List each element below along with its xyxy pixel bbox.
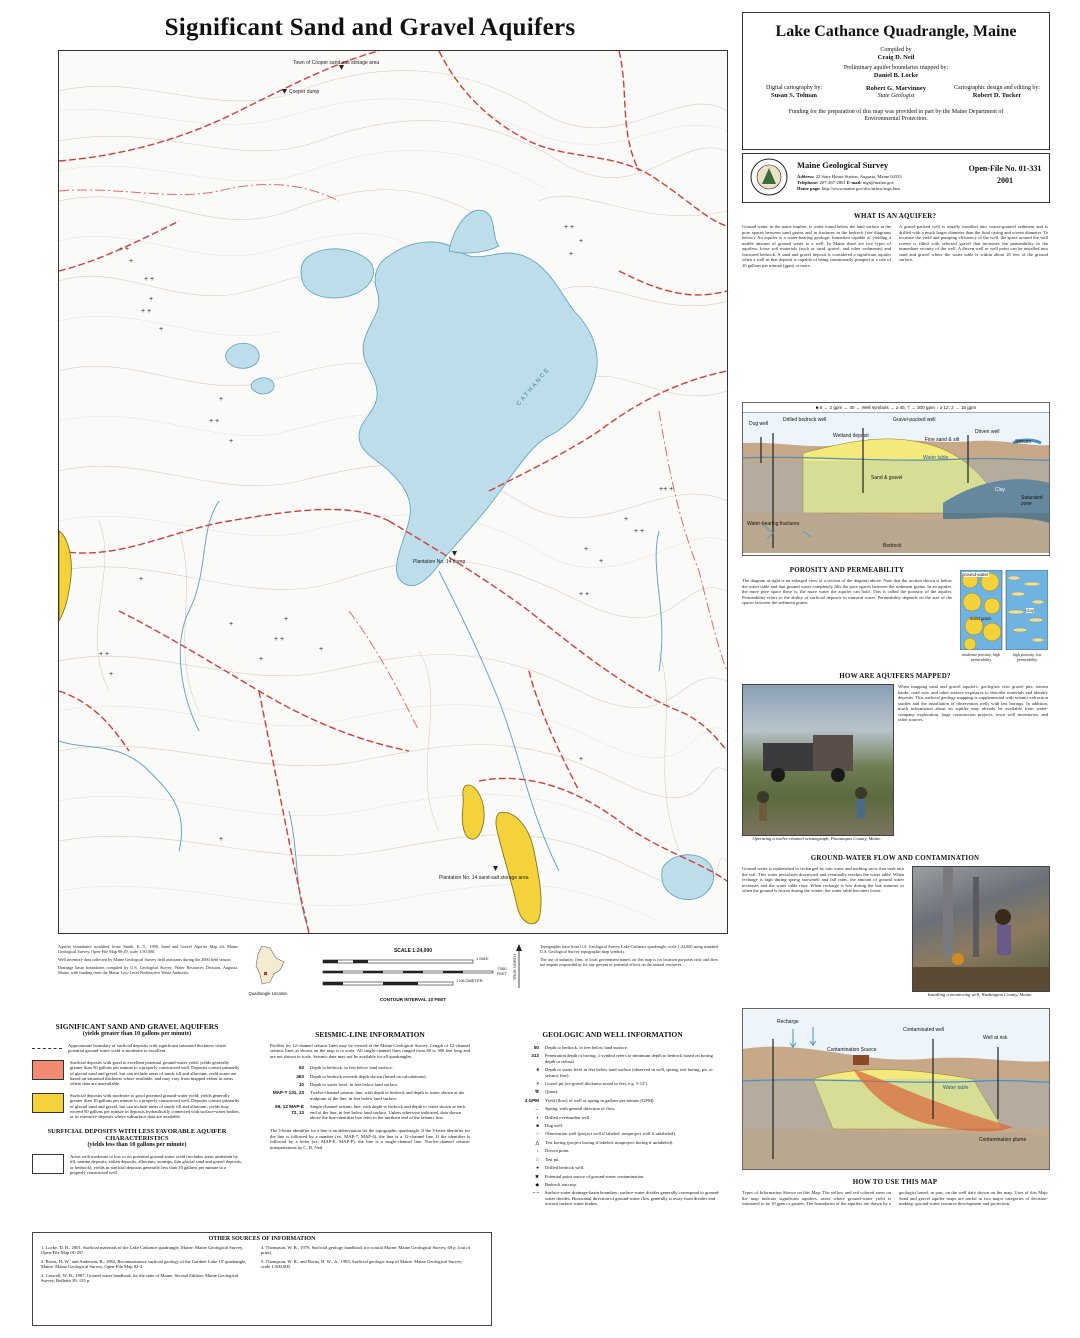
svg-text:+ +: + + bbox=[141, 308, 152, 315]
svg-text:++ +: ++ + bbox=[659, 486, 674, 493]
scale-block bbox=[318, 948, 508, 1002]
contact-info bbox=[797, 174, 902, 192]
section-title-flow: GROUND-WATER FLOW AND CONTAMINATION bbox=[810, 854, 980, 862]
plantation-storage-label: Plantation No. 14 sand-salt storage area bbox=[439, 875, 529, 881]
topographic-map[interactable] bbox=[58, 50, 728, 934]
geologic-row bbox=[505, 1140, 720, 1145]
state-geologist-name: Robert G. Marvinney bbox=[865, 85, 927, 92]
svg-text:+ +: + + bbox=[634, 528, 645, 535]
references bbox=[33, 1242, 491, 1286]
upper-pond bbox=[301, 249, 374, 298]
scale-feet-label: 7000 FEET bbox=[496, 966, 508, 976]
reference: 3. Caswell, W. B., 1987, Ground water handbook for the state of Maine, Second Edition: Maine Geological Survey, Bulletin 39, 135 p. bbox=[41, 1272, 239, 1284]
geologic-row bbox=[505, 1089, 720, 1094]
svg-text:+: + bbox=[584, 546, 589, 553]
scale-km-label: 1 KILOMETER bbox=[456, 978, 483, 983]
digital-name: Susan S. Tolman bbox=[770, 92, 818, 99]
seismic-row bbox=[270, 1090, 470, 1101]
other-sources-title: OTHER SOURCES OF INFORMATION bbox=[208, 1236, 316, 1242]
boundary-line-swatch bbox=[32, 1043, 62, 1054]
grain-diagram bbox=[960, 570, 1048, 650]
legend-text: Surficial deposits with moderate to good potential ground-water yield; yields generally greater than 10 gallons per minute to a properly constructed well. Deposits consist primarily of glacial sand and gravel, but can include areas of sandy till and alluvium; yields may exceed 50 gallons per minute in deposits hydraulically connected with surface-water bodies, or in extensive deposits where subsurface data are available. bbox=[70, 1092, 240, 1120]
geologic-row bbox=[505, 1174, 720, 1179]
contamination-cross-section bbox=[743, 1009, 1049, 1169]
references-col-2 bbox=[261, 1245, 471, 1283]
moderate-yield-swatch bbox=[32, 1093, 64, 1113]
lake-cathance bbox=[359, 242, 597, 586]
legend-text: Areas with moderate to low or no potential ground-water yield (includes areas underlain by till, marine deposits, eolian deposits, alluvium, swamps, thin glacial sand and gravel deposits, or bedrock); yields in surficial deposits generally less than 10 gallons per minute to a properly constructed well. bbox=[70, 1153, 242, 1176]
compiled-by-label: Compiled by bbox=[880, 47, 912, 53]
seismograph-photo bbox=[742, 684, 894, 836]
geologic-symbol: ⚒ bbox=[534, 1089, 539, 1095]
geologic-text: Potential point source of ground-water contamination. bbox=[545, 1173, 645, 1179]
well-symbol-key: ■ 6 → 2 gpm ← 40 ← Well symbols → ≥ 45, 7 → 300 gpm ↓ ≥ 12, 2 → 15 gpm bbox=[743, 403, 1049, 413]
seismic-legend bbox=[270, 1030, 470, 1150]
mapped-paragraph: When mapping sand and gravel aquifers, geologists visit gravel pits, stream banks, road cuts, and other surface exposures to describe materials and identify deposits. This surficial geology mapping is supplemented with seismic-refraction studies and the installation of observation wells with test borings. In addition, much information about an aquifer may already be available from water-company exploration, large construction projects, town well inventories, and other sources. bbox=[898, 684, 1048, 722]
geologic-text: Depth to bedrock, in feet below land surface. bbox=[545, 1045, 628, 1050]
section-title-mapped: HOW ARE AQUIFERS MAPPED? bbox=[839, 672, 951, 680]
geologic-text: Penetration depth of boring; ≥ symbol refers to minimum depth to bedrock based on boring depth or refusal. bbox=[545, 1053, 713, 1064]
map-source-notes bbox=[58, 944, 238, 975]
seismic-symbol: 10 bbox=[298, 1082, 304, 1088]
legend-row bbox=[32, 1093, 242, 1120]
diagram-label: Fine sand & silt bbox=[925, 437, 960, 443]
base-map-notes bbox=[540, 944, 718, 967]
geologic-row bbox=[505, 1165, 720, 1170]
geologic-title: GEOLOGIC AND WELL INFORMATION bbox=[542, 1030, 683, 1039]
seismic-title: SEISMIC-LINE INFORMATION bbox=[315, 1030, 425, 1039]
legend-row bbox=[32, 1154, 242, 1176]
geologic-text: Quarry bbox=[545, 1089, 559, 1095]
svg-text:+ +: + + bbox=[119, 246, 130, 253]
porosity-diagram bbox=[960, 570, 1048, 666]
reference: 5. Thompson, W. B., and Borns, H. W., Jr., 1985, Surficial geologic map of Maine: Maine Geological Survey, scale 1:500,000. bbox=[261, 1258, 463, 1270]
geologic-row bbox=[505, 1053, 720, 1064]
streams bbox=[59, 501, 662, 931]
seismic-symbol: 53 bbox=[298, 1065, 304, 1071]
svg-text:+: + bbox=[129, 258, 134, 265]
map-note: The use of industry, firm, or local government names on this map is for location purposes only and does not impute responsibility for any present or potential effects on the natural resources. bbox=[540, 957, 718, 967]
open-file-number: Open-File No. 01-331 bbox=[968, 164, 1042, 173]
diagram-label: Saturated zone bbox=[1021, 495, 1043, 507]
svg-text:+: + bbox=[139, 576, 144, 583]
geologic-symbol: ○ bbox=[536, 1131, 539, 1137]
locator-caption: Quadrangle Location bbox=[248, 991, 288, 996]
geologic-row bbox=[505, 1148, 720, 1153]
plantation-dump-label: Plantation No. 14 dump bbox=[413, 559, 466, 565]
svg-text:+ +: + + bbox=[144, 276, 155, 283]
geologic-row bbox=[505, 1098, 720, 1103]
contam-label: Recharge bbox=[777, 1019, 799, 1025]
compiler-name: Craig D. Neil bbox=[877, 54, 915, 61]
contam-label: Water table bbox=[943, 1085, 969, 1091]
svg-text:+ +: + + bbox=[99, 651, 110, 658]
diagram-label: Water table bbox=[923, 455, 949, 461]
legend-text: Approximate boundary of surficial deposits with significant saturated thickness where potential ground-water yield is moderate to excellent. bbox=[68, 1043, 227, 1054]
seismic-text: Single-channel seismic line, with depth to bedrock and depth to water shown at each end of the line, in feet below land surface. Unless otherwise indicated, data shown above the line-identifier box refer to the northern end of the seismic line. bbox=[310, 1104, 466, 1121]
svg-text:+ +: + + bbox=[579, 591, 590, 598]
contam-label: Well at risk bbox=[983, 1035, 1008, 1041]
porosity-paragraph: The diagram at right is an enlarged view of a section of the diagram above. Note that the section shown is below the water table and that ground water completely fills the pore spaces between the sediment grains. In an aquifer, the more pore space there is, the more water the aquifer can hold. This is called the porosity of the aquifer. Permeability refers to the ability of surficial deposits to transmit water. Permeability depends on the size of the spaces between the sediment grains. bbox=[742, 578, 952, 605]
aquifer-cross-section bbox=[742, 402, 1050, 556]
diagram-label: Drilled bedrock well bbox=[783, 417, 827, 423]
moderate-aquifer-south-2 bbox=[496, 812, 541, 923]
home-line bbox=[797, 186, 902, 192]
address-label: Address: bbox=[797, 174, 815, 179]
contamination-diagram bbox=[742, 1008, 1050, 1170]
seismic-symbol: MAP-T 131, 23 bbox=[272, 1090, 304, 1096]
home-page-link[interactable]: http://www.maine.gov/doc/nrimc/mgs.htm bbox=[821, 186, 900, 191]
diagram-label: Gravel-packed well bbox=[893, 417, 936, 423]
geologic-symbol: × bbox=[536, 1081, 539, 1087]
geologic-symbol: ↓ bbox=[536, 1148, 539, 1154]
seismic-note: The 3-letter identifier for a line is an abbreviation for the topographic quadrangle. If the 3-letter identifier for the line is followed by a number (ex: MAP-7, MAP-4), the line is a 12-channel line. If the identifier is followed by a letter (ex: MAP-E, MAP-P), the line is a single-channel line. Twelve-channel seismic interpretations by C. D. Neil. bbox=[270, 1128, 471, 1150]
moderate-aquifer-west bbox=[59, 531, 71, 621]
south-pond bbox=[662, 855, 714, 900]
maine-outline-icon bbox=[248, 944, 288, 990]
geologic-symbol: ◐ bbox=[536, 1114, 539, 1120]
address-value: 22 State House Station, Augusta, Maine 04333 bbox=[815, 174, 902, 179]
svg-text:+: + bbox=[319, 646, 324, 653]
flow-paragraph: Ground water is replenished or recharged by rain water and melting snow that soak into the soil. This water percolates downward and eventually reaches the water table. When recharge is high during spring snowmelt and fall rains, the amount of ground water increases and the water table rises. When recharge is low during the late summer or when the ground is frozen during the winter, the water table becomes lower. bbox=[742, 866, 904, 893]
svg-text:+: + bbox=[219, 836, 224, 843]
geologic-row bbox=[505, 1182, 720, 1187]
svg-text:+ +: + + bbox=[274, 636, 285, 643]
seismic-rows bbox=[270, 1065, 470, 1120]
svg-text:+: + bbox=[149, 296, 154, 303]
svg-text:+: + bbox=[579, 238, 584, 245]
geologic-row bbox=[505, 1106, 720, 1111]
seismic-symbol: ≥63 bbox=[296, 1073, 304, 1079]
legend-row bbox=[32, 1043, 242, 1054]
diagram-label: Sand & gravel bbox=[871, 475, 903, 481]
geologic-row bbox=[505, 1067, 720, 1078]
svg-text:+: + bbox=[229, 438, 234, 445]
seismic-text: Depth to bedrock, in feet below land surface. bbox=[310, 1065, 393, 1071]
geologic-rows bbox=[505, 1045, 720, 1207]
svg-text:+: + bbox=[284, 616, 289, 623]
contour-lines bbox=[59, 71, 727, 888]
geologic-symbol: ● bbox=[536, 1165, 539, 1171]
email-label: E-mail: bbox=[846, 180, 862, 185]
svg-text:+: + bbox=[159, 326, 164, 333]
porosity-caption: moderate porosity, high permeability bbox=[962, 652, 1000, 662]
geologic-symbol: ≥13 bbox=[531, 1053, 539, 1059]
seismic-row bbox=[270, 1065, 470, 1070]
state-geologist-title: State Geologist bbox=[877, 93, 915, 99]
svg-text:+: + bbox=[109, 671, 114, 678]
contam-label: Contamination plume bbox=[979, 1137, 1027, 1143]
home-label: Home page: bbox=[797, 186, 821, 191]
geologic-row bbox=[505, 1131, 720, 1136]
north-bay bbox=[449, 210, 499, 253]
svg-text:+: + bbox=[219, 396, 224, 403]
high-yield-swatch bbox=[32, 1060, 64, 1080]
open-file-year: 2001 bbox=[997, 176, 1013, 185]
geologic-text: Dug well. bbox=[545, 1123, 564, 1129]
scale-mile-label: 1 MILE bbox=[476, 956, 489, 961]
legend-row bbox=[32, 1060, 242, 1087]
geologic-text: Drilled overburden well. bbox=[545, 1114, 591, 1120]
carto-name: Robert D. Tucker bbox=[972, 92, 1022, 99]
geologic-row bbox=[505, 1081, 720, 1086]
less-favorable-subtitle: (yields less than 10 gallons per minute) bbox=[87, 1141, 187, 1148]
truck-illustration bbox=[743, 685, 893, 835]
carto-label: Cartographic design and editing by: bbox=[954, 85, 1040, 91]
geologic-text: Yield (flow) of well or spring in gallons per minute (GPM). bbox=[545, 1097, 655, 1103]
true-north-label: TRUE NORTH bbox=[512, 954, 517, 981]
diagram-label: Driven well bbox=[975, 429, 1000, 435]
svg-text:+: + bbox=[599, 558, 604, 565]
title-block bbox=[742, 12, 1050, 150]
geologic-text: Bedrock outcrop. bbox=[545, 1181, 577, 1187]
scale-title: SCALE 1:24,000 bbox=[393, 948, 433, 954]
seismic-row bbox=[270, 1082, 470, 1087]
funding-note: Funding for the preparation of this map was provided in part by the Maine Department of Environmental Protection. bbox=[788, 109, 1004, 122]
seismograph-caption: Operating a twelve-channel seismograph, Piscataquis County, Maine. bbox=[752, 836, 882, 841]
svg-text:+: + bbox=[579, 756, 584, 763]
email-link[interactable]: mgs@maine.gov bbox=[862, 180, 894, 185]
less-favorable-title: SURFICIAL DEPOSITS WITH LESS FAVORABLE AQUIFER CHARACTERISTICS bbox=[47, 1127, 227, 1142]
diagram-label: Stream bbox=[1015, 439, 1032, 445]
svg-text:+: + bbox=[624, 516, 629, 523]
cross-section-diagram bbox=[743, 413, 1049, 553]
minor-contours bbox=[59, 99, 727, 921]
legend-subtitle: (yields greater than 10 gallons per minute) bbox=[82, 1031, 192, 1037]
quadrangle-title: Lake Cathance Quadrangle, Maine bbox=[775, 23, 1017, 40]
geologic-text: Depth to water level in feet below land surface (observed in well, spring, test boring, pit, or seismic line). bbox=[545, 1067, 713, 1078]
reference: 2. Borns, H. W., and Anderson, B., 1982, Reconnaissance surficial geology of the Gardner Lake 15' quadrangle, Maine: Maine Geological Survey, Open-File Map 82-4. bbox=[41, 1258, 247, 1270]
geologic-text: Gravel pit (ex-gravel thickness noted in feet, e.g. 5-12'). bbox=[545, 1081, 648, 1087]
contam-label: Contaminated well bbox=[903, 1027, 945, 1033]
map-canvas bbox=[59, 51, 727, 933]
geologic-row bbox=[505, 1045, 720, 1050]
geologic-text: Observation well (project well if labeled, nonproject well if unlabeled). bbox=[545, 1131, 677, 1137]
geologic-text: Surface-water drainage-basin boundary; surface-water divides generally correspond to ground-water divides. Horizontal direction of ground-water flow generally is away from divides and toward surface-water bodies. bbox=[545, 1190, 720, 1207]
geologic-row bbox=[505, 1157, 720, 1162]
use-paragraph: Types of Information Shown on this Map: The yellow and red colored areas on the map indicate significant aquifers, areas where ground-water yield is estimated to be 10 gpm or greater. The boundaries of the aquifers are drawn by a geologist based, in part, on the well data shown on the map. Uses of this Map: Sand and gravel aquifer maps are useful in two major categories of decision-making: ground-water resource development and protection. bbox=[742, 1190, 1048, 1206]
seismic-intro: Profiles for 12-channel seismic lines may be viewed at the Maine Geological Survey. Length of 12-channel seismic lines as shown on the map is to scale. All single-channel lines ranged from 80 to 300 feet long and are not shown to scale. Seismic data may not be available for all quadrangles. bbox=[270, 1043, 470, 1059]
svg-text:+ +: + + bbox=[209, 418, 220, 425]
porosity-caption: high porosity, low permeability bbox=[1012, 652, 1042, 662]
section-title-aquifer: WHAT IS AN AQUIFER? bbox=[853, 212, 937, 220]
reference: 1. Locke, D. B., 2001, Surficial materials of the Lake Cathance quadrangle, Maine: Maine Geological Survey, Open-File Map 01-297. bbox=[41, 1245, 244, 1256]
aquifer-text bbox=[742, 224, 1048, 268]
grain-label: ground-water bbox=[962, 572, 989, 577]
seismic-text: Twelve-channel seismic line, with depth to bedrock and depth to water shown at the midpoint of the line, in feet below land surface. bbox=[310, 1090, 465, 1101]
monitoring-caption: Installing a monitoring well, Washington County, Maine. bbox=[927, 992, 1033, 997]
low-yield-swatch bbox=[32, 1154, 64, 1174]
lake-label: CATHANCE bbox=[515, 366, 552, 408]
grain-label: sand grain bbox=[970, 616, 992, 621]
section-title-porosity: POROSITY AND PERMEABILITY bbox=[789, 566, 905, 574]
geologic-symbol: ✖ bbox=[535, 1173, 539, 1179]
geologic-legend bbox=[505, 1030, 720, 1210]
west-pond bbox=[226, 343, 260, 368]
legend-title: SIGNIFICANT SAND AND GRAVEL AQUIFERS bbox=[55, 1022, 219, 1031]
seismic-row bbox=[270, 1104, 470, 1120]
seismic-text: Depth to bedrock exceeds depth shown (based on calculations). bbox=[310, 1073, 427, 1079]
agency-name: Maine Geological Survey bbox=[797, 160, 889, 170]
grain-label: clay bbox=[1026, 608, 1035, 613]
geologic-row bbox=[505, 1115, 720, 1120]
legend-text: Surficial deposits with good to excellent potential ground-water yield; yields generally greater than 50 gallons per minute to a properly constructed well. Deposits consist primarily of glacial sand and gravel, but can include areas of sandy till and alluvium; yield zones are based on saturated thickness where available, and may vary from mapped extent in areas where data are unavailable. bbox=[70, 1059, 240, 1087]
geologic-symbol: ■ bbox=[536, 1123, 539, 1129]
geologic-text: Driven point. bbox=[545, 1148, 570, 1154]
quadrangle-locator bbox=[248, 944, 288, 996]
contour-interval: CONTOUR INTERVAL 10 FEET bbox=[379, 997, 447, 1002]
sheet-title: Significant Sand and Gravel Aquifers bbox=[164, 14, 576, 41]
geologic-text: Test pit. bbox=[545, 1156, 560, 1162]
geologic-text: Spring, with general direction of flow. bbox=[545, 1106, 616, 1112]
geologic-symbol: 6 bbox=[536, 1067, 539, 1073]
geologic-row bbox=[505, 1123, 720, 1128]
geologic-symbol: □ bbox=[536, 1156, 539, 1162]
diagram-label: Bedrock bbox=[883, 543, 902, 549]
seismic-text: Depth to water level, in feet below land surface. bbox=[310, 1082, 399, 1088]
svg-text:+: + bbox=[259, 656, 264, 663]
svg-text:+ +: + + bbox=[564, 224, 575, 231]
map-note: Drainage basin boundaries compiled by U.S. Geological Survey, Water Resources Division, Augusta, Maine, with funding from the Maine Low-Level Radioactive Waste Authority. bbox=[58, 965, 238, 975]
geologic-symbol: 4 GPM bbox=[524, 1097, 539, 1103]
north-arrow bbox=[514, 944, 524, 1004]
references-col-1 bbox=[41, 1245, 251, 1283]
geologic-symbol: 50 bbox=[533, 1045, 539, 1050]
geologic-symbol: → bbox=[534, 1106, 539, 1112]
other-sources-box bbox=[32, 1232, 492, 1326]
geologic-symbol: – – bbox=[532, 1190, 539, 1196]
phone-value: 207-287-2801 bbox=[819, 180, 846, 185]
diagram-label: Dug well bbox=[749, 421, 769, 427]
diagram-label: Wetland deposit bbox=[833, 433, 869, 439]
svg-text:+: + bbox=[229, 621, 234, 628]
map-note: Aquifer boundaries modified from: Smith, E. T., 1990, Sand and Gravel Aquifer Map 44: Maine Geological Survey, Open-File Map 90-29, scale 1:50,000. bbox=[58, 944, 238, 954]
small-pond bbox=[251, 378, 274, 394]
geologic-text: Drilled bedrock well. bbox=[545, 1165, 585, 1171]
department-seal-icon bbox=[749, 157, 789, 197]
aquifer-paragraph: Ground water, in the name implies, is water found below the land surface in the pore spaces between sand grains and in fractures in the bedrock (see diagrams below). An aquifer is a water-bearing geologic formation capable of yielding a usable amount of ground water to a well. In Maine there are two types of aquifers: loose soil materials (such as sand, gravel, and other sediments) and fractured bedrock. A sand and gravel deposit is considered a significant aquifer when a well in that deposit is capable of being continuously pumped at a rate of 10 gallons per minute (gpm) or more. bbox=[742, 224, 891, 268]
section-title-use: HOW TO USE THIS MAP bbox=[852, 1178, 938, 1186]
geologic-symbol: △ bbox=[535, 1139, 539, 1145]
monitoring-photo bbox=[912, 866, 1050, 992]
map-note: Topographic base from U.S. Geological Survey Lake Cathance quadrangle, scale 1:24,000 using standard U.S. Geological Survey topographic map symbols. bbox=[540, 944, 718, 954]
reference: 4. Thompson, W. B., 1979, Surficial geology handbook for coastal Maine: Maine Geological Survey, 68 p. (out of print). bbox=[261, 1245, 471, 1256]
diagram-label: Water-bearing fractures bbox=[747, 521, 800, 527]
phone-label: Telephone: bbox=[797, 180, 819, 185]
geologic-row bbox=[505, 1190, 720, 1206]
contam-label: Contamination Source bbox=[827, 1047, 877, 1053]
moderate-aquifer-south-1 bbox=[462, 785, 484, 839]
geologic-text: Test boring (project boring if labeled, nonproject boring if unlabeled). bbox=[545, 1139, 674, 1145]
prelim-name: Daniel B. Locke bbox=[873, 72, 919, 79]
svg-text:+: + bbox=[569, 251, 574, 258]
drill-rig-illustration bbox=[913, 867, 1049, 991]
diagram-label: Clay bbox=[995, 487, 1006, 493]
geologic-symbol: ◆ bbox=[535, 1181, 539, 1187]
aquifer-paragraph: A gravel-packed well is usually installed into coarse-grained sediment and is drilled with a much larger diameter than the final casing and screen diameter. To increase the yield and pumping efficiency of the well, the space around the well screen is filled with selected gravel that increases the permeability in the immediate vicinity of the well. A driven well or well point can be installed into sand and gravel where the water table is within about 20 feet of the ground surface. bbox=[899, 224, 1048, 262]
seismic-symbol: 69, 12 MAP-E 72, 13 bbox=[275, 1104, 304, 1115]
roads bbox=[59, 51, 727, 933]
storage-top-label: Town of Cooper sand-salt storage area bbox=[293, 60, 380, 66]
digital-label: Digital cartography by: bbox=[766, 85, 822, 91]
survey-block bbox=[742, 153, 1050, 203]
prelim-label: Preliminary aquifer boundaries mapped by: bbox=[843, 65, 949, 71]
seismic-row bbox=[270, 1074, 470, 1079]
cooper-dump-label: Cooper dump bbox=[289, 89, 320, 95]
aquifer-legend bbox=[32, 1022, 242, 1176]
map-note: Well inventory data collected by Maine Geological Survey field assistants during the 2000 field season. bbox=[58, 957, 232, 962]
